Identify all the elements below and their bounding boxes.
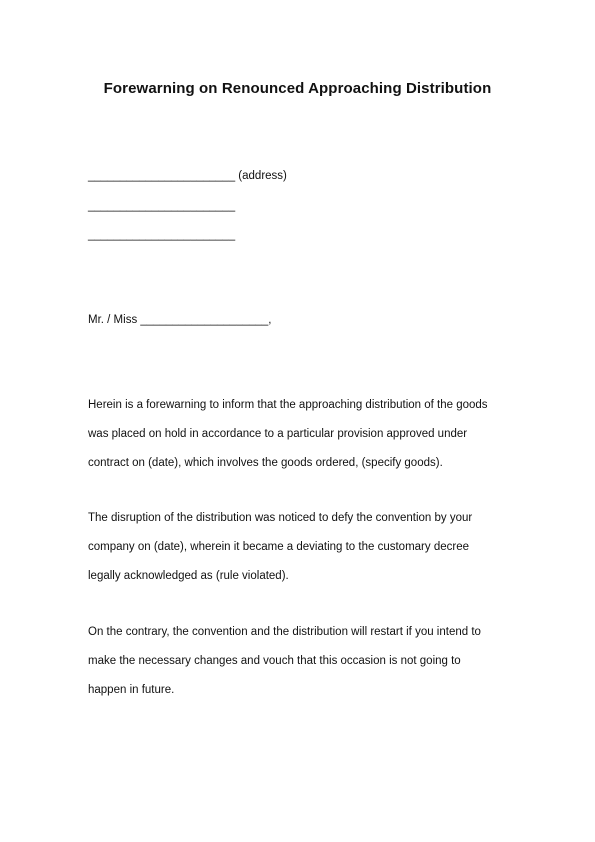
paragraph-line: legally acknowledged as (rule violated). [88, 570, 289, 582]
salutation: Mr. / Miss ____________________, [88, 314, 272, 326]
paragraph-2 [88, 510, 508, 597]
address-line-1: _______________________ (address) [88, 170, 287, 182]
paragraph-3 [88, 624, 508, 711]
paragraph-line: On the contrary, the convention and the distribution will restart if you intend to [88, 626, 481, 638]
paragraph-line: happen in future. [88, 684, 175, 696]
paragraph-line: make the necessary changes and vouch that this occasion is not going to [88, 655, 461, 667]
address-line-3: _______________________ [88, 229, 236, 241]
document-title: Forewarning on Renounced Approaching Distribution [103, 80, 492, 97]
address-line-2: _______________________ [88, 200, 236, 212]
paragraph-1 [88, 397, 508, 484]
paragraph-line: was placed on hold in accordance to a particular provision approved under [88, 428, 468, 440]
paragraph-line: contract on (date), which involves the goods ordered, (specify goods). [88, 457, 443, 469]
paragraph-line: The disruption of the distribution was noticed to defy the convention by your [88, 512, 473, 524]
paragraph-line: company on (date), wherein it became a deviating to the customary decree [88, 541, 469, 553]
paragraph-line: Herein is a forewarning to inform that the approaching distribution of the goods [88, 399, 488, 411]
